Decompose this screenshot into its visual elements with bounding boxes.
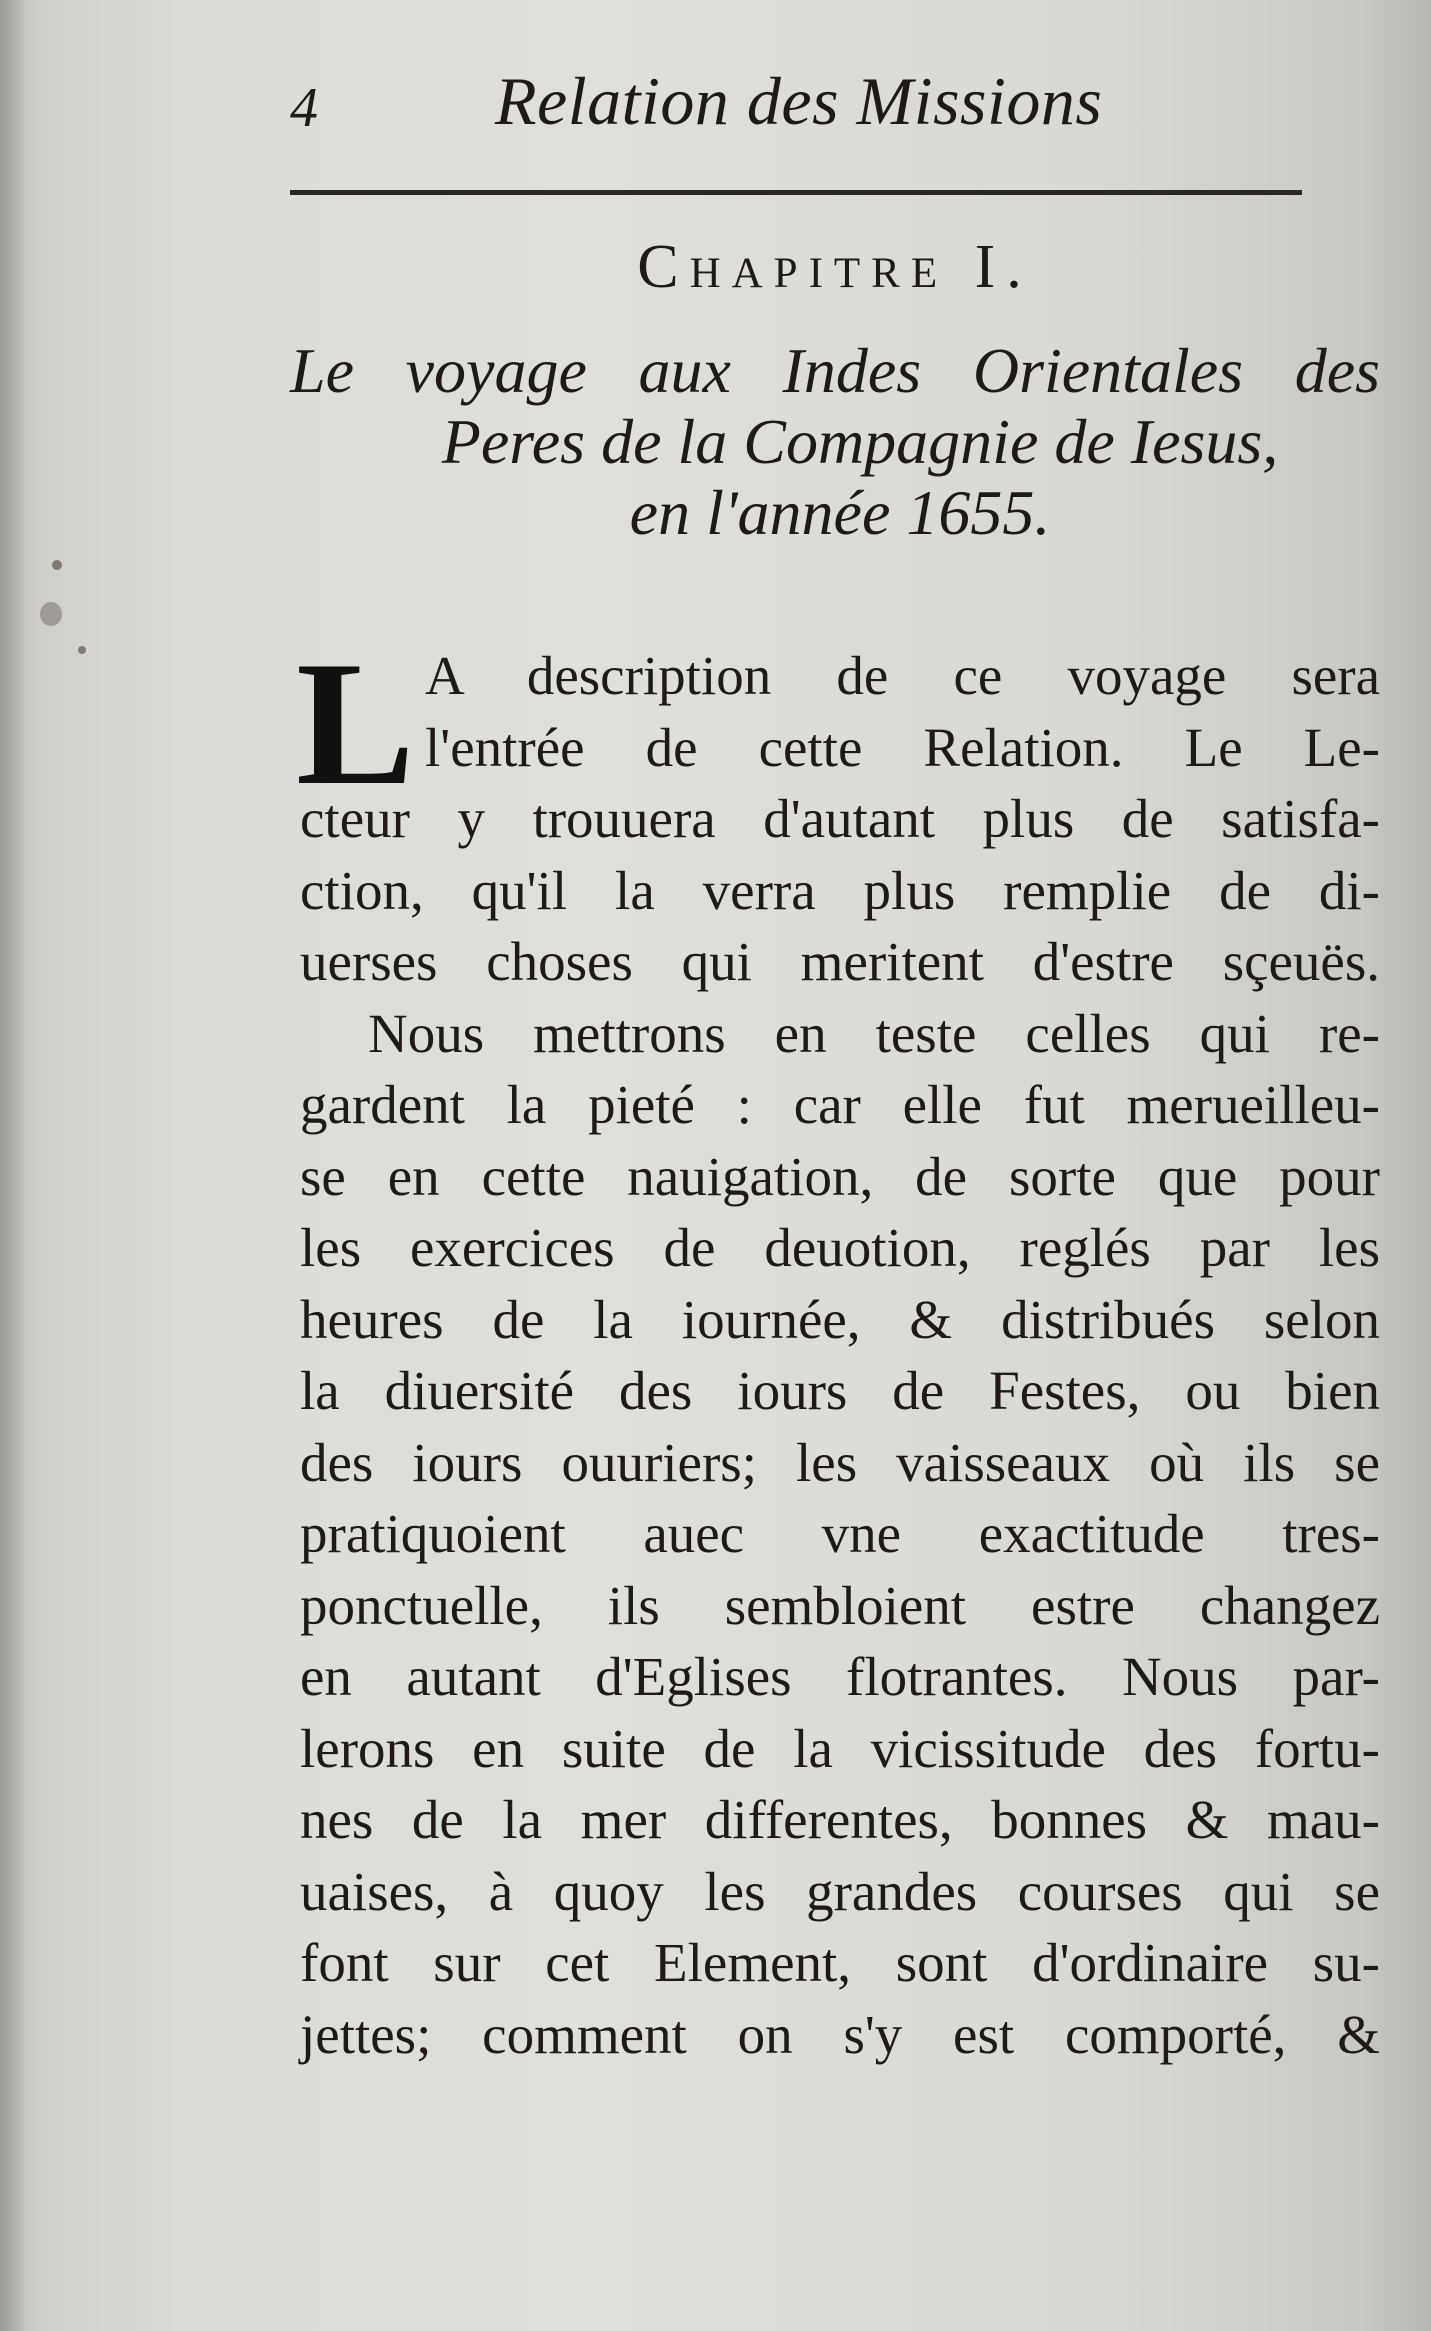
chapter-title-line: Peres de la Compagnie de Iesus, (441, 406, 1279, 477)
text-line: A description de ce voyage sera (425, 645, 1380, 706)
chapter-title-line: en l'année 1655. (629, 477, 1051, 548)
chapter-title-line: Le voyage aux Indes Orientales des (290, 335, 1380, 406)
text-line: ctеur y trouuera d'autant plus de satisfa- (300, 788, 1380, 849)
text-line: ponctuelle, ils sembloient estre changez (300, 1574, 1380, 1636)
text-line: en autant d'Eglises flotrantes. Nous par- (300, 1646, 1380, 1707)
text-line: pratiquoient auec vne exactitude tres- (300, 1503, 1380, 1564)
page-gutter-shadow (0, 0, 26, 2331)
text-line: uaises, à quoy les grandes courses qui se (300, 1860, 1380, 1922)
chapter-heading: Chapitre I. (637, 233, 1033, 301)
running-head: Relation des Missions (495, 63, 1103, 139)
text-line: gardent la pieté : car elle fut merueilleu- (300, 1074, 1380, 1135)
text-line: heures de la iournée, & distribués selon (300, 1288, 1380, 1350)
chapter-title (290, 335, 1380, 548)
page-number: 4 (290, 77, 318, 139)
text-line: Nous mettrons en teste celles qui re- (368, 1002, 1380, 1064)
text-line: nes de la mer differentes, bonnes & mau- (300, 1789, 1380, 1850)
text-line: font sur cet Element, sont d'ordinaire su- (300, 1932, 1380, 1993)
text-line: des iours ouuriers; les vaisseaux où ils se (300, 1431, 1380, 1493)
text-line: l'entrée de cette Relation. Le Le- (425, 716, 1380, 778)
text-line: jettes; comment on s'y est comporté, & (300, 2003, 1380, 2065)
ink-spot (52, 560, 62, 570)
ink-spot (78, 646, 86, 654)
text-line: la diuersité des iours de Festes, ou bien (300, 1360, 1380, 1421)
page-header (290, 62, 1300, 152)
header-rule (290, 190, 1302, 195)
ink-spot (40, 602, 62, 626)
text-line: uerses choses qui meritent d'estre sçeuës. (300, 931, 1380, 992)
body-paragraphs (300, 640, 1380, 2070)
text-line: ction, qu'il la verra plus remplie de di- (300, 859, 1380, 921)
text-line: se en cette nauigation, de sorte que pour (300, 1145, 1380, 1207)
text-line: les exercices de deuotion, reglés par les (300, 1217, 1380, 1278)
drop-cap: L (296, 624, 415, 822)
text-line: lerons en suite de la vicissitude des fortu- (300, 1717, 1380, 1779)
